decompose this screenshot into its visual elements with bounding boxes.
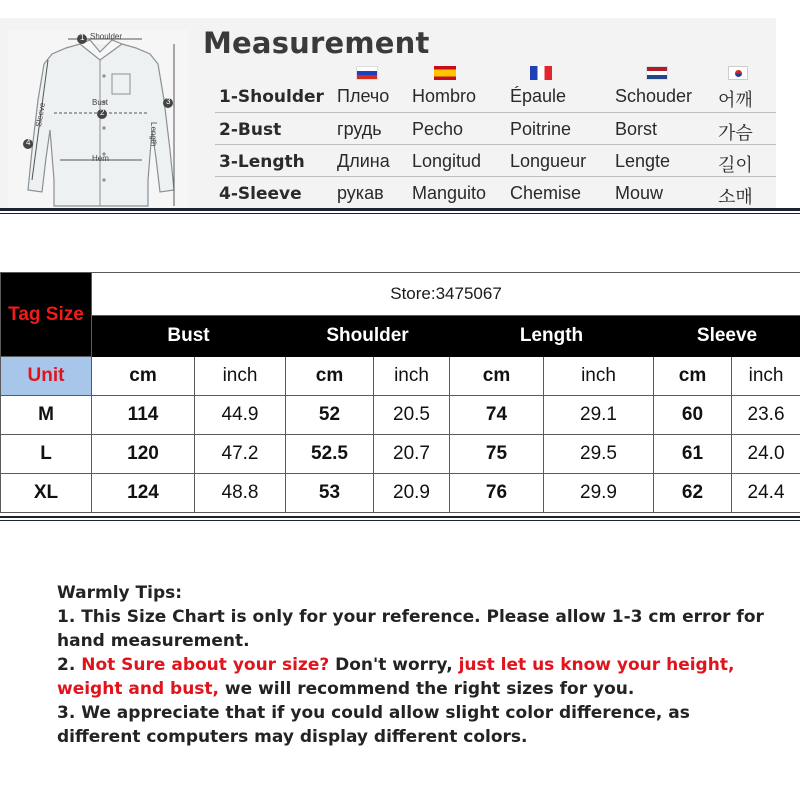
term-russian: грудь [337,119,382,139]
unit-inch: inch [195,357,286,396]
measurement-row [215,176,776,209]
table-cell: 74 [450,396,544,435]
term-spanish: Longitud [412,151,482,171]
tips-heading: Warmly Tips: [57,583,183,603]
column-header-shoulder: Shoulder [286,316,450,357]
term-spanish: Pecho [412,119,464,139]
column-header-bust: Bust [92,316,286,357]
diagram-marker-1: 1 [80,33,85,42]
table-cell: 44.9 [195,396,286,435]
table-row [1,474,800,513]
column-header-sleeve: Sleeve [654,316,800,357]
table-cell: 48.8 [195,474,286,513]
unit-cm: cm [286,357,374,396]
measurement-key: 3-Length [219,152,305,172]
size-label: XL [1,474,92,513]
diagram-marker-3: 3 [166,97,171,106]
term-korean: 어깨 [718,90,753,110]
term-korean: 소매 [718,187,753,207]
term-korean: 길이 [718,155,753,175]
table-cell: 29.9 [544,474,654,513]
measurement-key: 1-Shoulder [219,87,324,107]
column-header-length: Length [450,316,654,357]
table-cell: 20.9 [374,474,450,513]
table-cell: 47.2 [195,435,286,474]
divider [0,208,800,211]
table-cell: 61 [654,435,732,474]
table-cell: 60 [654,396,732,435]
table-cell: 52.5 [286,435,374,474]
term-russian: рукав [337,183,384,203]
unit-cm: cm [450,357,544,396]
table-cell: 120 [92,435,195,474]
tip-2 [57,653,777,701]
table-row [1,435,800,474]
tip-2-number: 2. [57,655,82,675]
unit-inch: inch [732,357,800,396]
diagram-marker-4: 4 [26,138,31,147]
table-cell: 20.5 [374,396,450,435]
tag-size-label: Tag Size [1,273,92,357]
measurement-title: Measurement [203,26,430,60]
table-cell: 53 [286,474,374,513]
korea-flag-icon [728,66,748,80]
term-french: Longueur [510,151,587,171]
term-spanish: Hombro [412,86,477,106]
tip-2-question: Not Sure about your size? [81,655,330,675]
measurement-row [215,144,776,177]
term-russian: Длина [337,151,390,171]
tip-2-recommend: we will recommend the right sizes for you. [219,679,635,699]
size-label: L [1,435,92,474]
term-dutch: Mouw [615,183,664,203]
table-cell: 29.1 [544,396,654,435]
term-korean: 가슴 [718,123,753,143]
table-row [1,396,800,435]
unit-cm: cm [92,357,195,396]
table-cell: 20.7 [374,435,450,474]
diagram-label-length: Length [149,122,158,147]
measurement-row [215,80,776,112]
tip-2-request: just let us know your height, weight and bust, [57,655,735,699]
table-cell: 52 [286,396,374,435]
unit-inch: inch [544,357,654,396]
term-russian: Плечо [337,86,390,106]
unit-label: Unit [1,357,92,396]
netherlands-flag-icon [646,66,668,80]
term-dutch: Borst [615,119,658,139]
table-cell: 76 [450,474,544,513]
table-cell: 114 [92,396,195,435]
spain-flag-icon [434,66,456,80]
measurement-key: 4-Sleeve [219,184,302,204]
table-cell: 75 [450,435,544,474]
diagram-label-sleeve: Sleeve [34,101,48,128]
divider [0,516,800,518]
table-cell: 23.6 [732,396,800,435]
term-french: Épaule [510,86,567,106]
term-spanish: Manguito [412,183,487,203]
table-cell: 24.0 [732,435,800,474]
term-french: Chemise [510,183,582,203]
warmly-tips [57,581,777,749]
size-chart-table [0,272,800,513]
diagram-label-shoulder: Shoulder [90,32,123,41]
france-flag-icon [530,66,552,80]
table-cell: 24.4 [732,474,800,513]
table-cell: 124 [92,474,195,513]
russia-flag-icon [356,66,378,80]
tip-3: 3. We appreciate that if you could allow slight color difference, as different computers may display different colors. [57,703,690,747]
unit-inch: inch [374,357,450,396]
measurement-key: 2-Bust [219,120,282,140]
table-cell: 62 [654,474,732,513]
term-dutch: Schouder [615,86,693,106]
divider [0,213,800,214]
term-french: Poitrine [510,119,572,139]
term-dutch: Lengte [615,151,671,171]
table-cell: 29.5 [544,435,654,474]
size-label: M [1,396,92,435]
diagram-marker-2: 2 [100,108,105,117]
measurement-row [215,112,776,145]
tip-1: 1. This Size Chart is only for your reference. Please allow 1-3 cm error for hand measurement. [57,607,764,651]
divider [0,520,800,521]
store-id: Store:3475067 [92,273,800,316]
shirt-diagram [8,30,188,208]
tip-2-reassure: Don't worry, [329,655,459,675]
unit-cm: cm [654,357,732,396]
diagram-label-hem: Hem [92,154,109,163]
diagram-label-bust: Bust [92,98,109,107]
